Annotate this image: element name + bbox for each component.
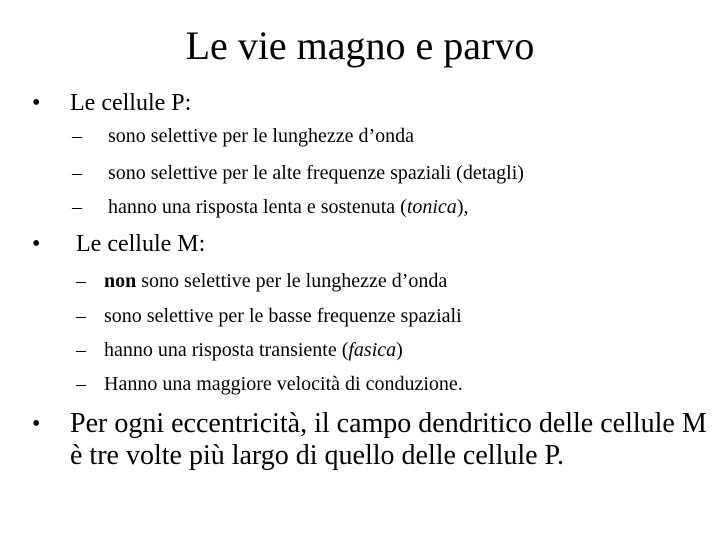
dash-marker: – <box>76 305 86 327</box>
p-item-1-text: sono selettive per le lunghezze d’onda <box>108 125 414 147</box>
m-item-1-text <box>104 268 447 294</box>
final-point-text: Per ogni eccentricità, il campo dendritico delle cellule M è tre volte più largo di quello delle cellule P. <box>70 408 707 471</box>
bullet-marker: • <box>32 411 41 437</box>
dash-marker: – <box>72 196 82 218</box>
p-item-3-text <box>108 194 468 220</box>
m-item-2-text: sono selettive per le basse frequenze spaziali <box>104 305 462 327</box>
m-item-3-pre: hanno una risposta transiente ( <box>104 339 349 361</box>
m-item-3-text <box>104 337 403 363</box>
dash-marker: – <box>76 270 86 292</box>
p-item-3-post: ), <box>456 196 469 218</box>
bullet-marker: • <box>32 231 41 257</box>
m-item-4-text: Hanno una maggiore velocità di conduzione. <box>104 373 463 395</box>
p-cells-heading: Le cellule P: <box>70 90 192 116</box>
m-item-1-rest: sono selettive per le lunghezze d’onda <box>136 270 448 292</box>
dash-marker: – <box>76 373 86 395</box>
slide-title: Le vie magno e parvo <box>185 23 535 68</box>
p-item-2-text: sono selettive per le alte frequenze spaziali (detagli) <box>108 162 524 184</box>
dash-marker: – <box>76 339 86 361</box>
p-item-3-pre: hanno una risposta lenta e sostenuta ( <box>108 196 407 218</box>
m-item-1-bold: non <box>104 270 137 292</box>
m-cells-heading: Le cellule M: <box>76 231 206 257</box>
p-item-3-italic: tonica <box>406 196 457 218</box>
m-item-3-post: ) <box>396 339 403 361</box>
dash-marker: – <box>72 162 82 184</box>
dash-marker: – <box>72 125 82 147</box>
bullet-marker: • <box>32 90 41 116</box>
m-item-3-italic: fasica <box>348 339 397 361</box>
